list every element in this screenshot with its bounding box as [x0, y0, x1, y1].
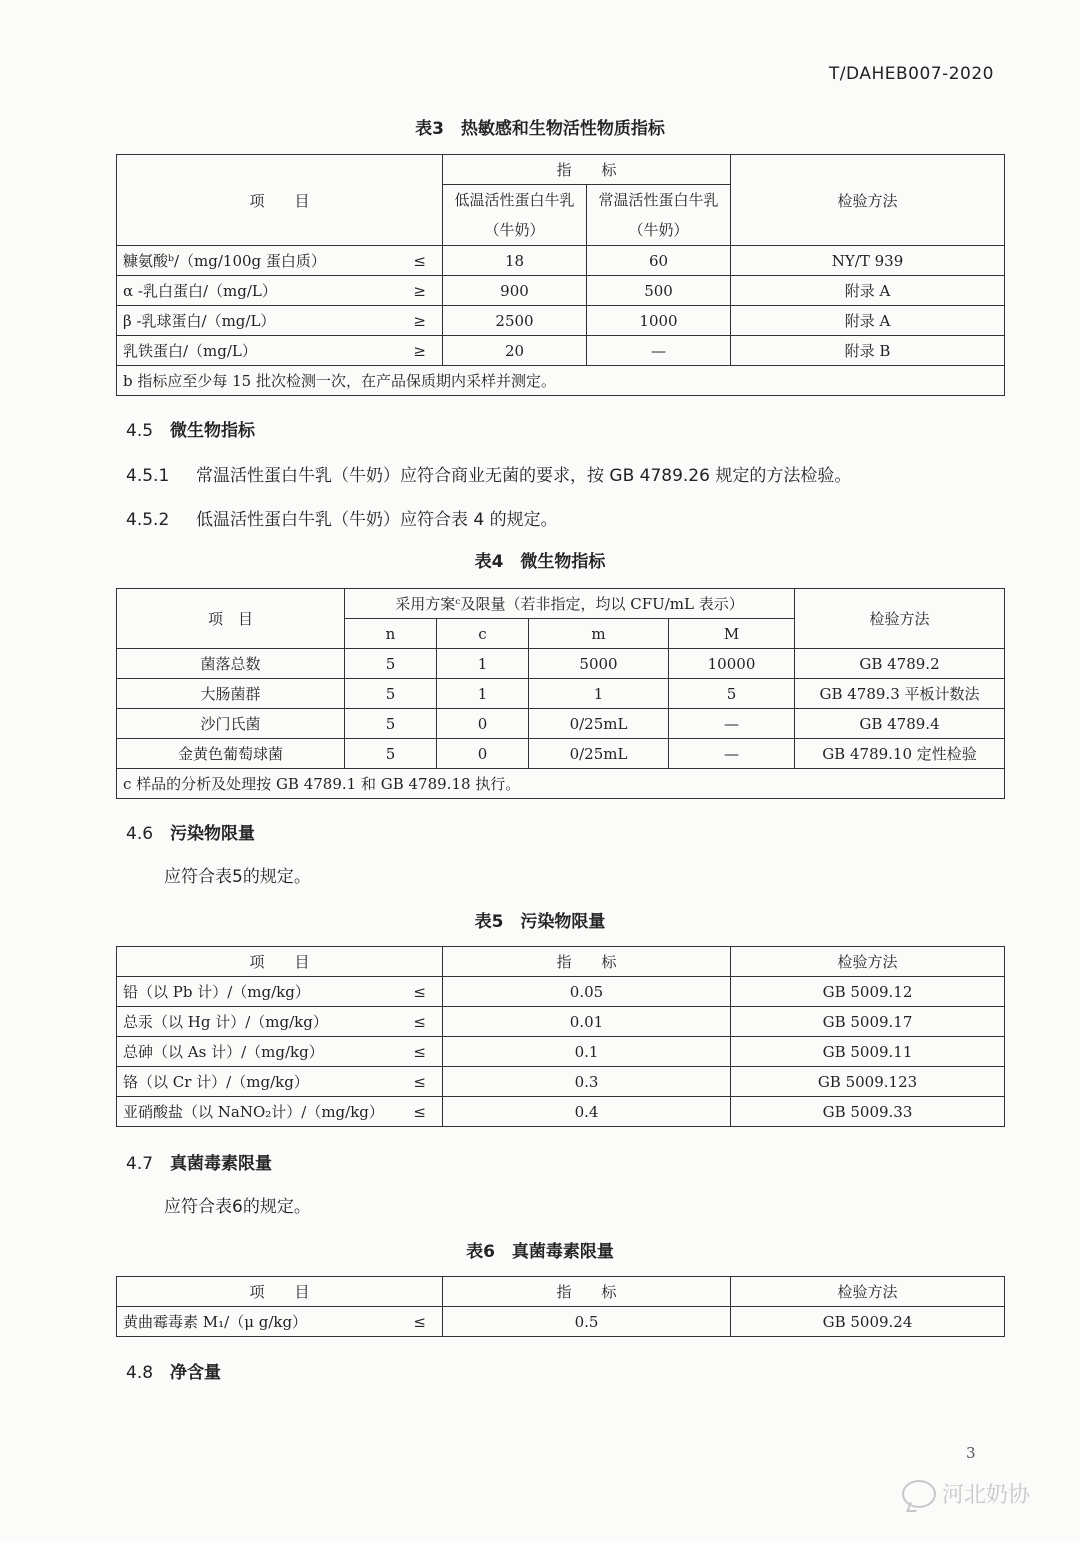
page-number: 3	[966, 1444, 976, 1462]
row-method: GB 5009.33	[731, 1097, 1005, 1127]
row-method: GB 4789.3 平板计数法	[795, 679, 1005, 709]
row-value: 0.3	[443, 1067, 731, 1097]
section-4-6-heading: 4.6 污染物限量	[126, 824, 255, 844]
row-M: —	[669, 739, 795, 769]
row-item: 黄曲霉毒素 M₁/（μ g/kg） ≤	[117, 1307, 443, 1337]
row-method: GB 5009.11	[731, 1037, 1005, 1067]
table-row	[117, 1037, 1005, 1067]
row-item: 大肠菌群	[117, 679, 345, 709]
table-row	[117, 709, 1005, 739]
table-row	[117, 336, 1005, 366]
table3-header-item: 项 目	[117, 155, 443, 246]
document-code: T/DAHEB007-2020	[828, 64, 994, 84]
section-4-7-text: 应符合表6的规定。	[164, 1197, 311, 1217]
table6-header-item: 项 目	[117, 1277, 443, 1307]
row-item: 铅（以 Pb 计）/（mg/kg） ≤	[117, 977, 443, 1007]
table5-header-index: 指 标	[443, 947, 731, 977]
table-row	[117, 276, 1005, 306]
table-row	[117, 1007, 1005, 1037]
row-low: 20	[443, 336, 587, 366]
row-normal: —	[587, 336, 731, 366]
row-item: β -乳球蛋白/（mg/L） ≥	[117, 306, 443, 336]
clause-4-5-2: 4.5.2 低温活性蛋白牛乳（牛奶）应符合表 4 的规定。	[126, 510, 558, 530]
table5-header-method: 检验方法	[731, 947, 1005, 977]
row-method: NY/T 939	[731, 246, 1005, 276]
table-row	[117, 739, 1005, 769]
row-item: 总砷（以 As 计）/（mg/kg） ≤	[117, 1037, 443, 1067]
row-method: GB 4789.4	[795, 709, 1005, 739]
table3-note: b 指标应至少每 15 批次检测一次，在产品保质期内采样并测定。	[117, 366, 1005, 396]
row-normal: 500	[587, 276, 731, 306]
table3-header-low: 低温活性蛋白牛乳（牛奶）	[443, 185, 587, 246]
watermark	[902, 1478, 1030, 1509]
table-row	[117, 306, 1005, 336]
row-value: 0.5	[443, 1307, 731, 1337]
table4-header-m: m	[529, 619, 669, 649]
section-4-5-heading: 4.5 微生物指标	[126, 421, 255, 441]
row-method: 附录 A	[731, 306, 1005, 336]
table-row	[117, 1067, 1005, 1097]
table4-header-n: n	[345, 619, 437, 649]
table4-caption: 表4 微生物指标	[474, 552, 606, 572]
table-row	[117, 649, 1005, 679]
table4-header-M: M	[669, 619, 795, 649]
chat-bubble-icon	[902, 1480, 936, 1508]
row-M: 5	[669, 679, 795, 709]
table3	[116, 154, 1005, 396]
row-method: GB 5009.123	[731, 1067, 1005, 1097]
row-item: 总汞（以 Hg 计）/（mg/kg） ≤	[117, 1007, 443, 1037]
row-n: 5	[345, 679, 437, 709]
row-method: GB 4789.10 定性检验	[795, 739, 1005, 769]
row-method: GB 5009.12	[731, 977, 1005, 1007]
table-row	[117, 1097, 1005, 1127]
row-n: 5	[345, 739, 437, 769]
row-M: 10000	[669, 649, 795, 679]
table-row	[117, 1307, 1005, 1337]
section-4-6-text: 应符合表5的规定。	[164, 867, 311, 887]
table4	[116, 588, 1005, 799]
row-m: 5000	[529, 649, 669, 679]
table4-header-c: c	[437, 619, 529, 649]
row-value: 0.01	[443, 1007, 731, 1037]
row-n: 5	[345, 709, 437, 739]
table6-caption: 表6 真菌毒素限量	[466, 1242, 614, 1262]
row-m: 0/25mL	[529, 709, 669, 739]
row-c: 0	[437, 709, 529, 739]
row-low: 18	[443, 246, 587, 276]
section-4-7-heading: 4.7 真菌毒素限量	[126, 1154, 272, 1174]
table5-header-item: 项 目	[117, 947, 443, 977]
section-4-8-heading: 4.8 净含量	[126, 1363, 221, 1383]
row-method: GB 5009.17	[731, 1007, 1005, 1037]
row-low: 900	[443, 276, 587, 306]
table6	[116, 1276, 1005, 1337]
row-method: GB 4789.2	[795, 649, 1005, 679]
row-item: 金黄色葡萄球菌	[117, 739, 345, 769]
row-item: 乳铁蛋白/（mg/L） ≥	[117, 336, 443, 366]
row-value: 0.1	[443, 1037, 731, 1067]
row-c: 0	[437, 739, 529, 769]
table4-header-plan: 采用方案ᶜ及限量（若非指定，均以 CFU/mL 表示）	[345, 589, 795, 619]
table5	[116, 946, 1005, 1127]
clause-4-5-1: 4.5.1 常温活性蛋白牛乳（牛奶）应符合商业无菌的要求，按 GB 4789.26 规定的方法检验。	[126, 466, 852, 486]
row-n: 5	[345, 649, 437, 679]
row-item: α -乳白蛋白/（mg/L） ≥	[117, 276, 443, 306]
row-m: 0/25mL	[529, 739, 669, 769]
row-method: 附录 B	[731, 336, 1005, 366]
table4-header-method: 检验方法	[795, 589, 1005, 649]
row-value: 0.05	[443, 977, 731, 1007]
table3-header-method: 检验方法	[731, 155, 1005, 246]
watermark-text: 河北奶协	[942, 1483, 1031, 1508]
row-item: 铬（以 Cr 计）/（mg/kg） ≤	[117, 1067, 443, 1097]
row-normal: 1000	[587, 306, 731, 336]
table-row	[117, 679, 1005, 709]
row-M: —	[669, 709, 795, 739]
row-normal: 60	[587, 246, 731, 276]
table3-caption: 表3 热敏感和生物活性物质指标	[415, 119, 665, 139]
table6-header-method: 检验方法	[731, 1277, 1005, 1307]
table-row	[117, 977, 1005, 1007]
table-row	[117, 246, 1005, 276]
row-c: 1	[437, 679, 529, 709]
row-c: 1	[437, 649, 529, 679]
row-m: 1	[529, 679, 669, 709]
table4-note: c 样品的分析及处理按 GB 4789.1 和 GB 4789.18 执行。	[117, 769, 1005, 799]
row-item: 亚硝酸盐（以 NaNO₂计）/（mg/kg） ≤	[117, 1097, 443, 1127]
row-method: GB 5009.24	[731, 1307, 1005, 1337]
table5-caption: 表5 污染物限量	[474, 912, 606, 932]
table4-header-item: 项 目	[117, 589, 345, 649]
row-method: 附录 A	[731, 276, 1005, 306]
row-low: 2500	[443, 306, 587, 336]
row-item: 糠氨酸ᵇ/（mg/100g 蛋白质） ≤	[117, 246, 443, 276]
table6-header-index: 指 标	[443, 1277, 731, 1307]
row-item: 菌落总数	[117, 649, 345, 679]
table3-header-index: 指 标	[443, 155, 731, 185]
table3-header-normal: 常温活性蛋白牛乳（牛奶）	[587, 185, 731, 246]
row-item: 沙门氏菌	[117, 709, 345, 739]
row-value: 0.4	[443, 1097, 731, 1127]
